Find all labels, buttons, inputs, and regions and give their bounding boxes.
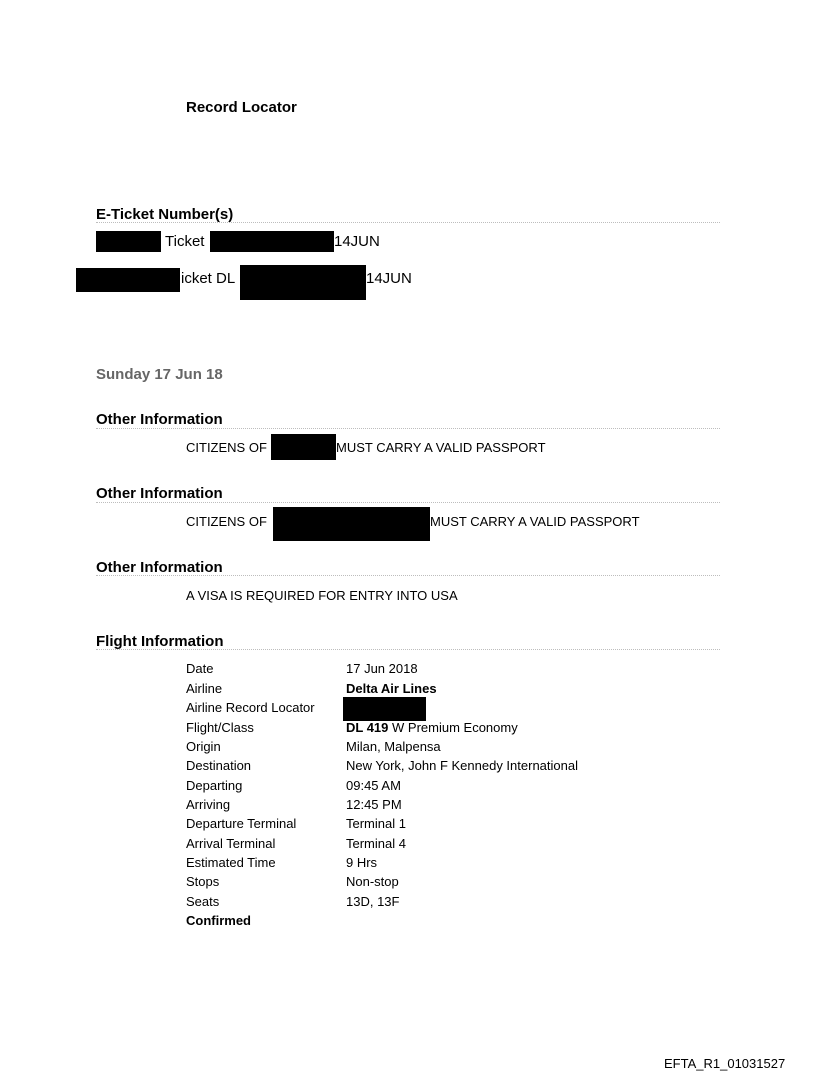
flight-value-airline: Delta Air Lines [346, 681, 437, 696]
flight-value-estimated-time: 9 Hrs [346, 855, 378, 870]
redaction-block [273, 507, 430, 541]
other-info-text: MUST CARRY A VALID PASSPORT [336, 440, 546, 455]
flight-number: DL 419 [346, 720, 389, 735]
section-rule [96, 502, 720, 503]
flight-value-date: 17 Jun 2018 [346, 661, 418, 676]
flight-label-departure-terminal: Departure Terminal [186, 816, 297, 831]
redaction-block [210, 231, 334, 252]
flight-value-seats: 13D, 13F [346, 894, 400, 909]
flight-value-arriving: 12:45 PM [346, 797, 402, 812]
redaction-block [76, 268, 180, 292]
record-locator-label: Record Locator [186, 99, 297, 116]
eticket-section-title: E-Ticket Number(s) [96, 206, 234, 223]
flight-class: W Premium Economy [388, 720, 518, 735]
other-info-title: Other Information [96, 485, 223, 502]
document-id: EFTA_R1_01031527 [664, 1056, 786, 1071]
flight-value-origin: Milan, Malpensa [346, 739, 441, 754]
flight-value-arrival-terminal: Terminal 4 [346, 836, 406, 851]
flight-label-flight-class: Flight/Class [186, 720, 254, 735]
flight-value-flight-class [346, 720, 518, 735]
flight-label-record-locator: Airline Record Locator [186, 700, 315, 715]
ticket-date: 14JUN [366, 270, 412, 287]
redaction-block [343, 697, 426, 721]
other-info-title: Other Information [96, 559, 223, 576]
section-rule [96, 575, 720, 576]
flight-label-destination: Destination [186, 758, 252, 773]
flight-value-departing: 09:45 AM [346, 778, 401, 793]
redaction-block [240, 265, 366, 300]
ticket-label: Ticket [165, 233, 205, 250]
redaction-block [96, 231, 161, 252]
other-info-text: A VISA IS REQUIRED FOR ENTRY INTO USA [186, 588, 458, 603]
flight-label-date: Date [186, 661, 214, 676]
section-rule [96, 649, 720, 650]
section-rule [96, 428, 720, 429]
other-info-text: MUST CARRY A VALID PASSPORT [430, 514, 640, 529]
flight-info-title: Flight Information [96, 633, 224, 650]
other-info-title: Other Information [96, 411, 223, 428]
flight-label-airline: Airline [186, 681, 223, 696]
flight-label-arriving: Arriving [186, 797, 231, 812]
flight-label-departing: Departing [186, 778, 243, 793]
flight-label-stops: Stops [186, 874, 220, 889]
other-info-text: CITIZENS OF [186, 440, 267, 455]
redaction-block [271, 434, 336, 460]
flight-label-origin: Origin [186, 739, 221, 754]
flight-label-arrival-terminal: Arrival Terminal [186, 836, 276, 851]
ticket-label: icket DL [181, 270, 236, 287]
booking-status: Confirmed [186, 913, 251, 928]
other-info-text: CITIZENS OF [186, 514, 267, 529]
flight-label-estimated-time: Estimated Time [186, 855, 276, 870]
flight-label-seats: Seats [186, 894, 220, 909]
flight-value-destination: New York, John F Kennedy International [346, 758, 578, 773]
flight-value-departure-terminal: Terminal 1 [346, 816, 406, 831]
trip-date-heading: Sunday 17 Jun 18 [96, 366, 223, 383]
eticket-rule [96, 222, 720, 223]
ticket-date: 14JUN [334, 233, 380, 250]
flight-value-stops: Non-stop [346, 874, 399, 889]
